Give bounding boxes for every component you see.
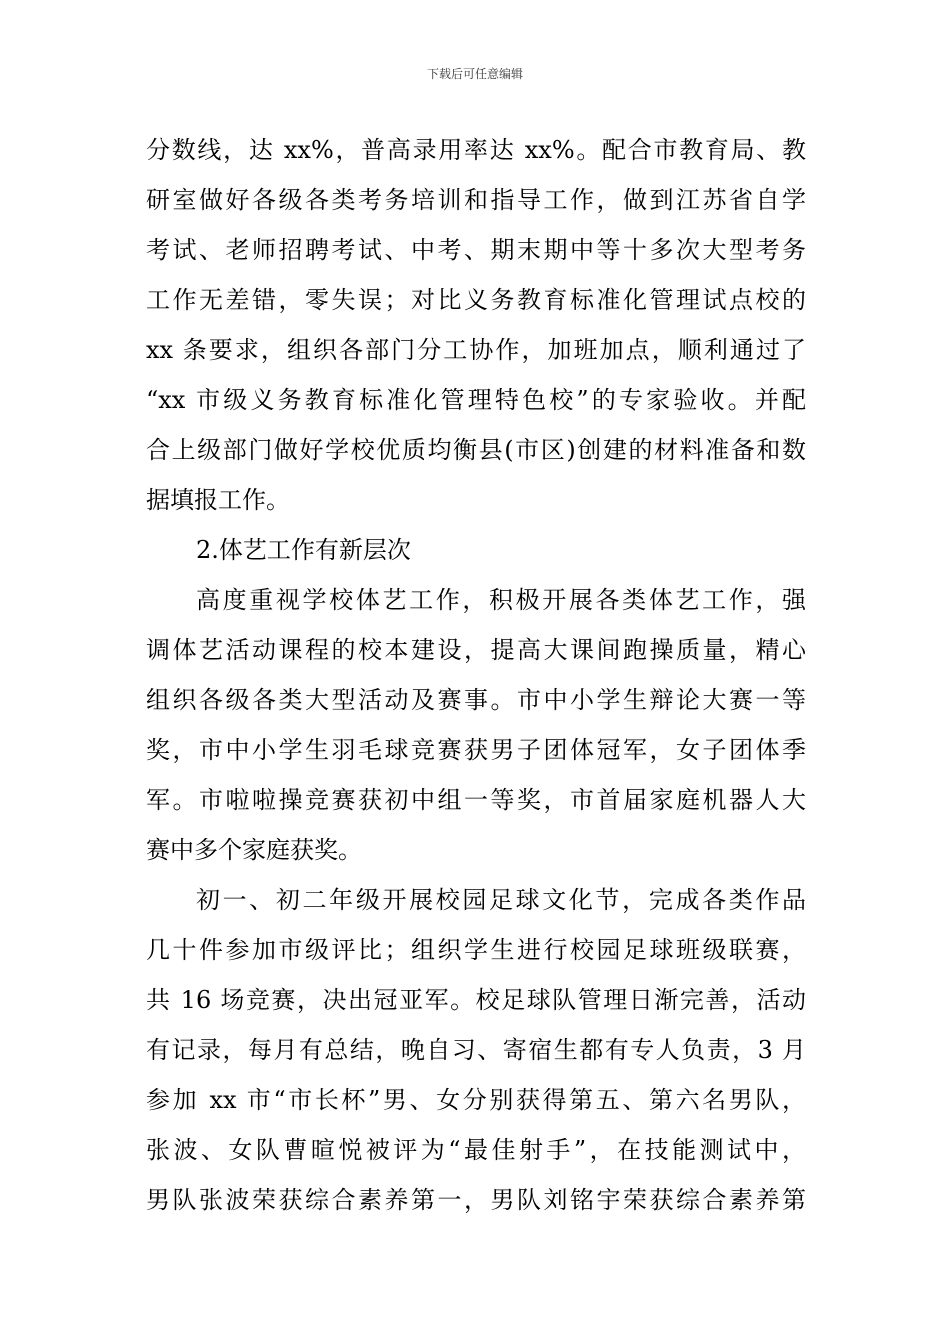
text-line: xx 条要求，组织各部门分工协作，加班加点，顺利通过了 <box>146 336 806 364</box>
text-line: 研室做好各级各类考务培训和指导工作，做到江苏省自学 <box>146 186 806 214</box>
text-line: 合上级部门做好学校优质均衡县(市区)创建的材料准备和数 <box>146 436 806 464</box>
text-line: 共 16 场竞赛，决出冠亚军。校足球队管理日渐完善，活动 <box>146 986 806 1014</box>
text-line: 参加 xx 市“市长杯”男、女分别获得第五、第六名男队， <box>146 1086 806 1114</box>
paragraph-end-line: 据填报工作。 <box>146 486 290 514</box>
page-header: 下载后可任意编辑 <box>426 67 523 81</box>
text-line: 军。市啦啦操竞赛获初中组一等奖，市首届家庭机器人大 <box>146 786 806 814</box>
text-line: 分数线，达 xx%，普高录用率达 xx%。配合市教育局、教 <box>146 136 806 164</box>
paragraph-end-line: 赛中多个家庭获奖。 <box>146 836 362 864</box>
text-line: 张波、女队曹暄悦被评为“最佳射手”，在技能测试中， <box>146 1136 806 1164</box>
text-line: 考试、老师招聘考试、中考、期末期中等十多次大型考务 <box>146 236 806 264</box>
section-heading: 2.体艺工作有新层次 <box>196 536 411 564</box>
text-line: 几十件参加市级评比；组织学生进行校园足球班级联赛， <box>146 936 806 964</box>
text-line: “xx 市级义务教育标准化管理特色校”的专家验收。并配 <box>146 386 806 414</box>
text-line: 有记录，每月有总结，晚自习、寄宿生都有专人负责，3 月 <box>146 1036 806 1064</box>
text-line: 奖，市中小学生羽毛球竞赛获男子团体冠军，女子团体季 <box>146 736 806 764</box>
text-line: 男队张波荣获综合素养第一，男队刘铭宇荣获综合素养第 <box>146 1186 806 1214</box>
paragraph-first-line: 初一、初二年级开展校园足球文化节，完成各类作品 <box>196 886 806 914</box>
document-body <box>146 125 806 1225</box>
text-line: 调体艺活动课程的校本建设，提高大课间跑操质量，精心 <box>146 636 806 664</box>
paragraph-first-line: 高度重视学校体艺工作，积极开展各类体艺工作，强 <box>196 586 806 614</box>
text-line: 组织各级各类大型活动及赛事。市中小学生辩论大赛一等 <box>146 686 806 714</box>
text-line: 工作无差错，零失误；对比义务教育标准化管理试点校的 <box>146 286 806 314</box>
